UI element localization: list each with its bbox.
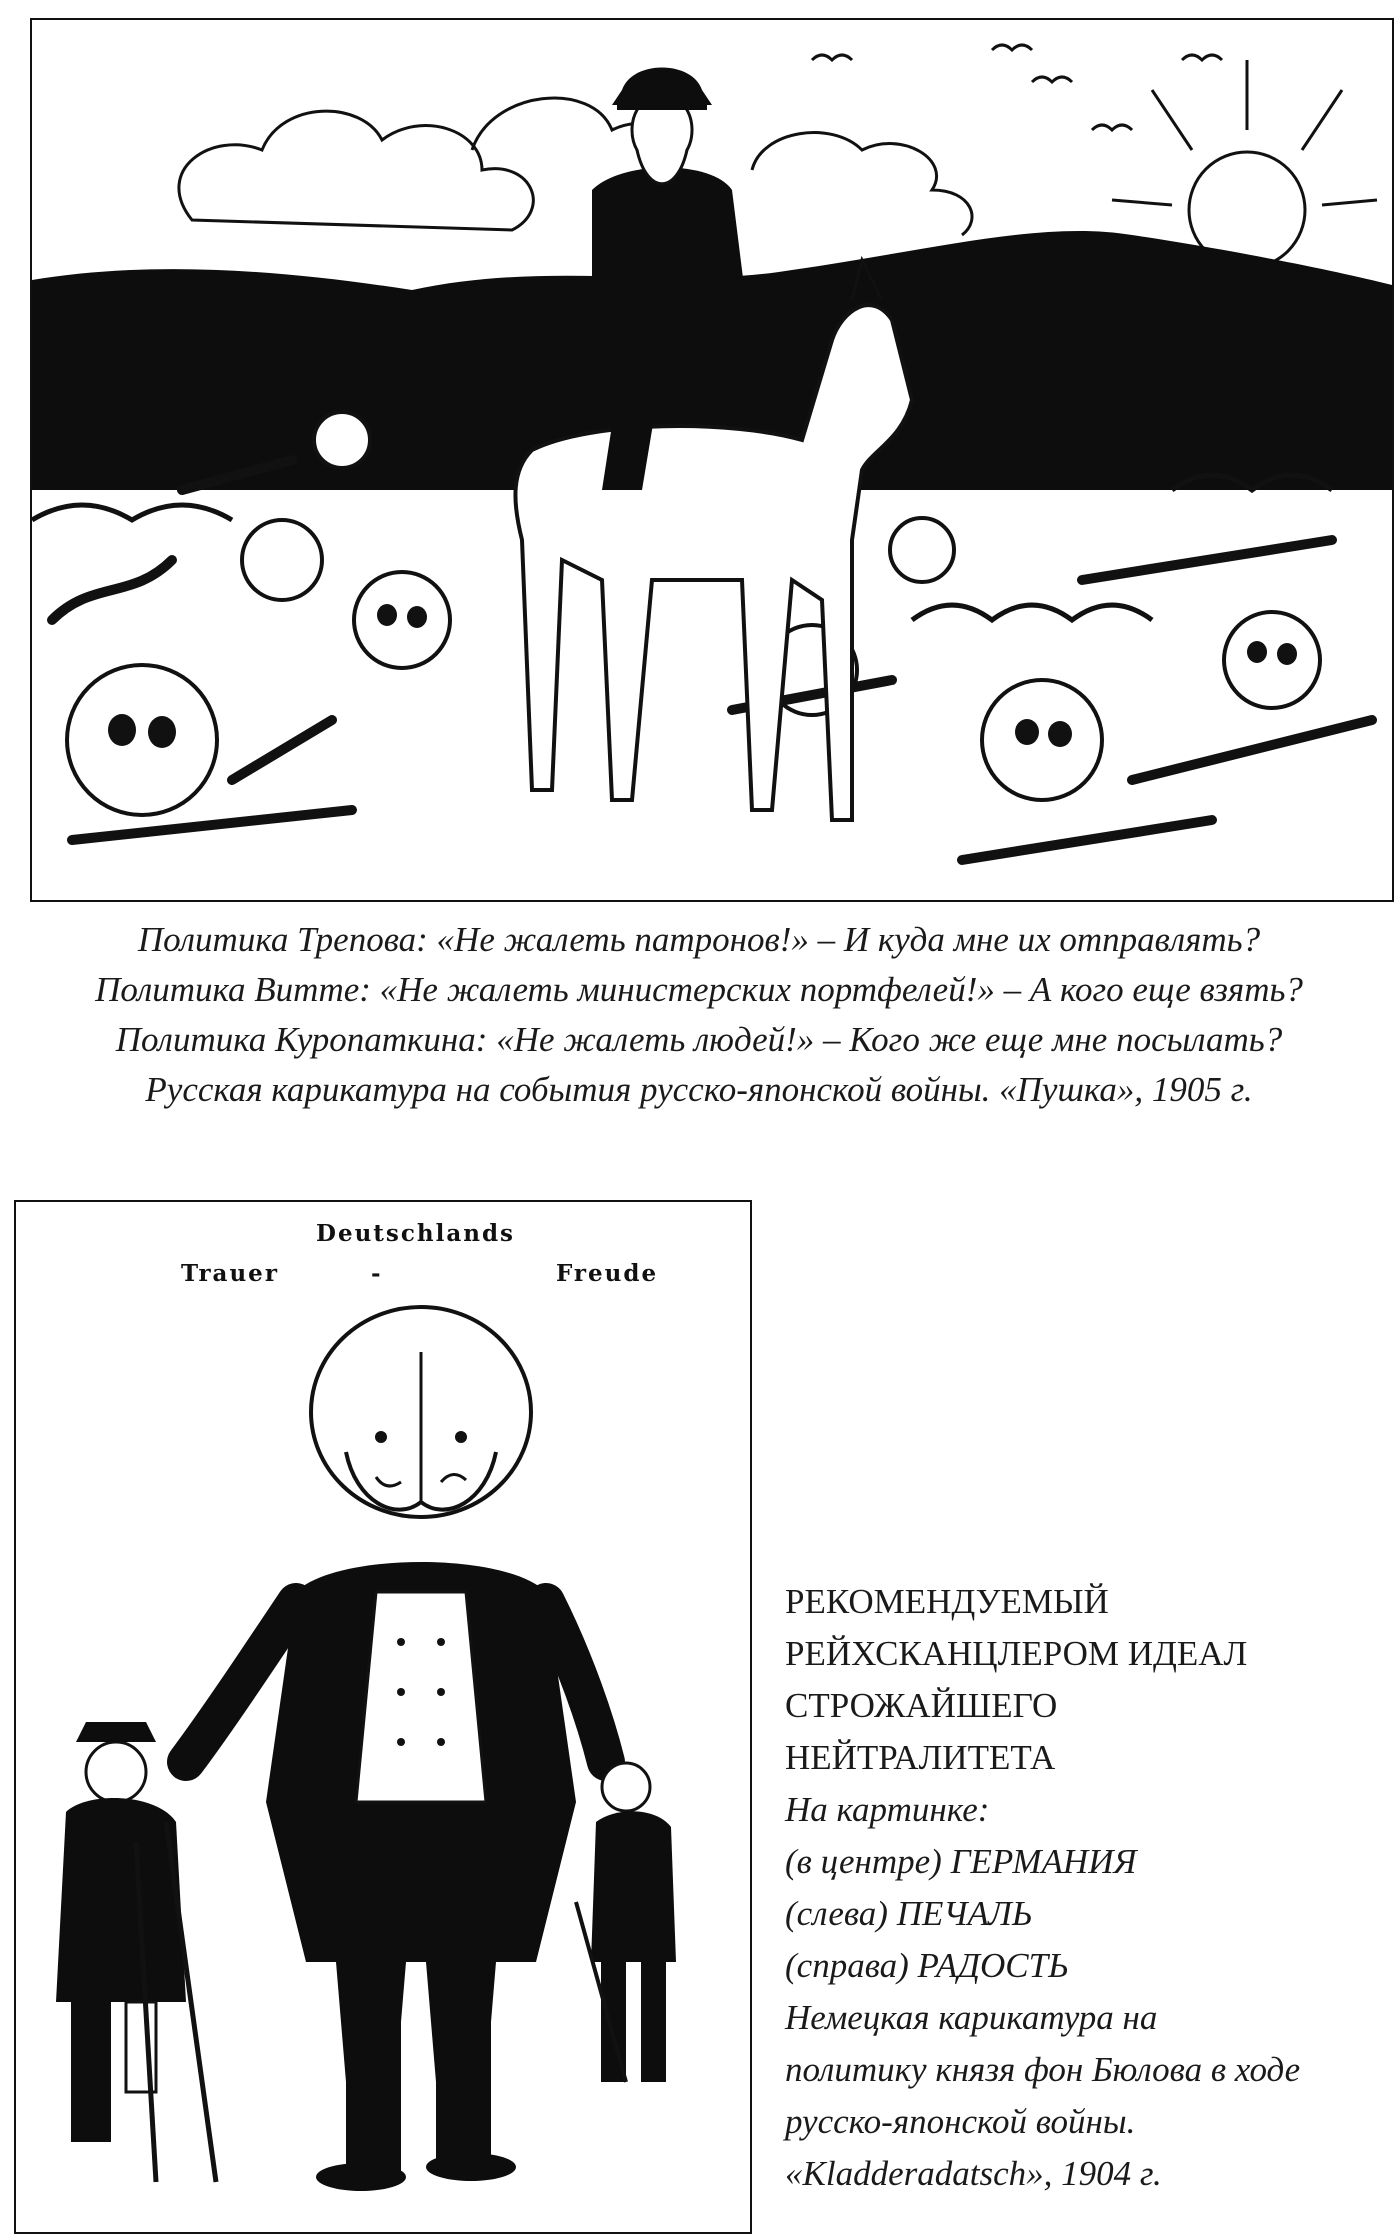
caption-line-kuropatkin: Политика Куропаткина: «Не жалеть людей!» – Кого же еще мне посылать? <box>115 1020 1283 1059</box>
bottom-cartoon-caption <box>785 1576 1395 2200</box>
cartoon-label-trauer: Trauer <box>181 1260 279 1287</box>
caption-body-line: Немецкая карикатура на <box>785 1998 1158 2037</box>
caption-body-line: политику князя фон Бюлова в ходе <box>785 2050 1301 2089</box>
top-cartoon-illustration <box>30 18 1394 902</box>
caption-body-line: (в центре) ГЕРМАНИЯ <box>785 1842 1137 1881</box>
bottom-cartoon-illustration <box>14 1200 752 2234</box>
caption-title-line: НЕЙТРАЛИТЕТА <box>785 1738 1056 1777</box>
caption-body-line: (справа) РАДОСТЬ <box>785 1946 1069 1985</box>
caption-line-source: Русская карикатура на события русско-японской войны. «Пушка», 1905 г. <box>145 1070 1253 1109</box>
cartoon-label-freude: Freude <box>556 1260 659 1287</box>
cartoon-label-dash: - <box>371 1260 383 1287</box>
cartoon-header-deutschlands: Deutschlands <box>316 1220 515 1247</box>
caption-body-line: русско-японской войны. <box>785 2102 1136 2141</box>
two-faced-chancellor-drawing <box>16 1202 750 2232</box>
caption-body-line: (слева) ПЕЧАЛЬ <box>785 1894 1033 1933</box>
top-cartoon-caption <box>0 915 1398 1115</box>
caption-title-line: РЕКОМЕНДУЕМЫЙ <box>785 1582 1109 1621</box>
general-on-horse-over-skeletons-drawing <box>32 20 1392 900</box>
caption-body-line: На картинке: <box>785 1790 990 1829</box>
caption-line-witte: Политика Витте: «Не жалеть министерских портфелей!» – А кого еще взять? <box>95 970 1303 1009</box>
caption-title-line: РЕЙХСКАНЦЛЕРОМ ИДЕАЛ <box>785 1634 1248 1673</box>
caption-line-trepov: Политика Трепова: «Не жалеть патронов!» – И куда мне их отправлять? <box>137 920 1261 959</box>
caption-title-line: СТРОЖАЙШЕГО <box>785 1686 1058 1725</box>
caption-body-line: «Kladderadatsch», 1904 г. <box>785 2154 1162 2193</box>
